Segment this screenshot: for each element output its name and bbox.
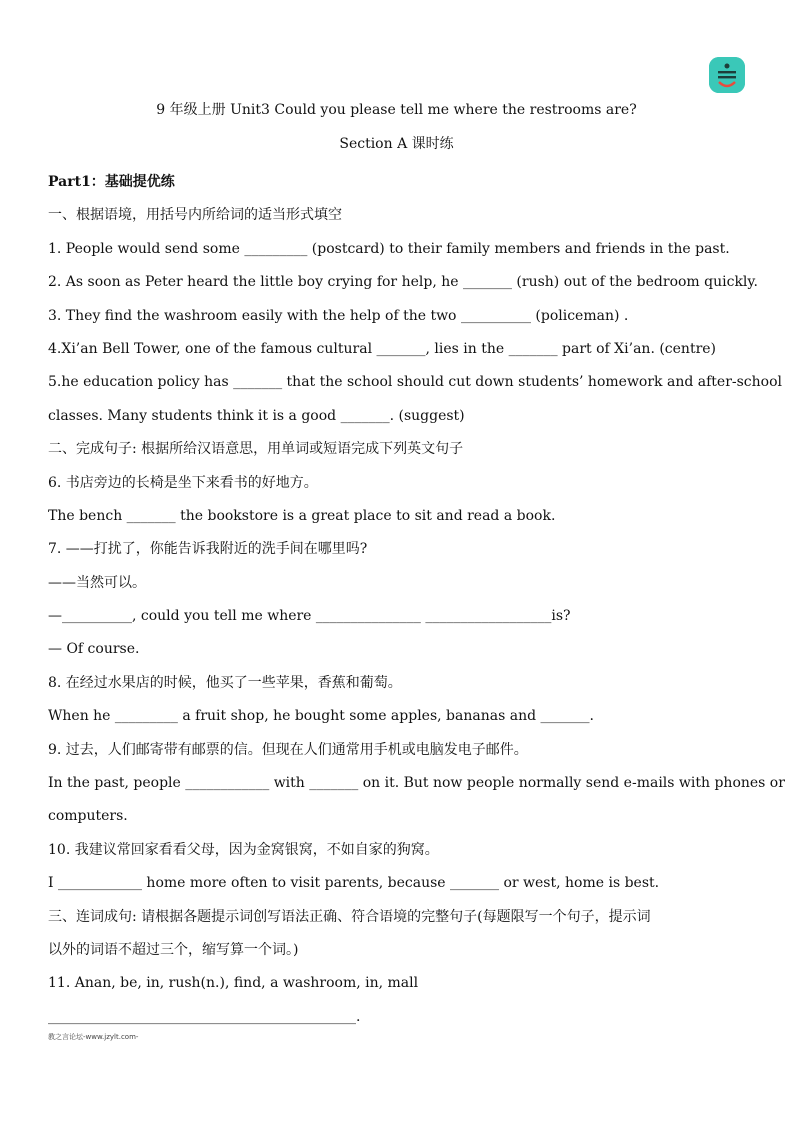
question-11-words: 11. Anan, be, in, rush(n.), find, a washroom, in, mall — [48, 975, 419, 992]
question-5-line-2: classes. Many students think it is a good _______. (suggest) — [48, 407, 465, 424]
question-9-sentence-line-1: In the past, people ____________ with _______ on it. But now people normally send e-mails with phones or — [48, 775, 785, 792]
question-9-sentence-line-2: computers. — [48, 808, 128, 825]
section-heading-1: 一、根据语境，用括号内所给词的适当形式填空 — [48, 207, 342, 224]
question-10-sentence: I ____________ home more often to visit parents, because _______ or west, home is best. — [48, 875, 660, 892]
question-5-text: 5.he education policy has _______ that the school should cut down students’ homework and after-school — [48, 374, 782, 391]
question-7-sentence: —__________, could you tell me where _______________ __________________is? — [48, 608, 571, 625]
question-11-answer-line: ____________________________________________. — [48, 1008, 361, 1025]
section-heading-2: 二、完成句子: 根据所给汉语意思，用单词或短语完成下列英文句子 — [48, 441, 464, 458]
question-7-prompt: 7. ——打扰了，你能告诉我附近的洗手间在哪里吗? — [48, 541, 368, 558]
question-9-prompt: 9. 过去，人们邮寄带有邮票的信。但现在人们通常用手机或电脑发电子邮件。 — [48, 741, 528, 758]
question-3: 3. They find the washroom easily with the help of the two __________ (policeman) . — [48, 307, 629, 324]
document-subtitle: Section A 课时练 — [339, 136, 454, 152]
question-10-prompt: 10. 我建议常回家看看父母，因为金窝银窝，不如自家的狗窝。 — [48, 841, 439, 858]
question-8-prompt: 8. 在经过水果店的时候，他买了一些苹果，香蕉和葡萄。 — [48, 674, 402, 691]
document-menu-icon — [709, 57, 745, 93]
question-2: 2. As soon as Peter heard the little boy crying for help, he _______ (rush) out of the bedroom quickly. — [48, 274, 758, 291]
section-heading-3-line-1: 三、连词成句: 请根据各题提示词创写语法正确、符合语境的完整句子(每题限写一个句子，提示词 — [48, 908, 651, 925]
footer-source: 教之言论坛-www.jzylt.com- — [48, 1033, 139, 1041]
question-8-sentence: When he _________ a fruit shop, he bought some apples, bananas and _______. — [48, 708, 594, 725]
question-7-reply: — Of course. — [48, 641, 140, 658]
question-4: 4.Xi’an Bell Tower, one of the famous cultural _______, lies in the _______ part of Xi’an. (centre) — [48, 340, 717, 357]
question-1: 1. People would send some _________ (postcard) to their family members and friends in the past. — [48, 240, 730, 257]
question-7-reply-prompt: ——当然可以。 — [48, 574, 146, 591]
question-6-sentence: The bench _______ the bookstore is a great place to sit and read a book. — [48, 507, 556, 524]
part-heading: Part1：基础提优练 — [48, 174, 175, 190]
document-title: 9 年级上册 Unit3 Could you please tell me where the restrooms are? — [156, 102, 637, 118]
question-5-line-1 — [48, 366, 782, 399]
section-heading-3-line-2: 以外的词语不超过三个，缩写算一个词。) — [48, 941, 299, 958]
document-body — [48, 166, 785, 1034]
question-6-prompt: 6. 书店旁边的长椅是坐下来看书的好地方。 — [48, 474, 318, 491]
logo-graphic — [709, 57, 745, 93]
